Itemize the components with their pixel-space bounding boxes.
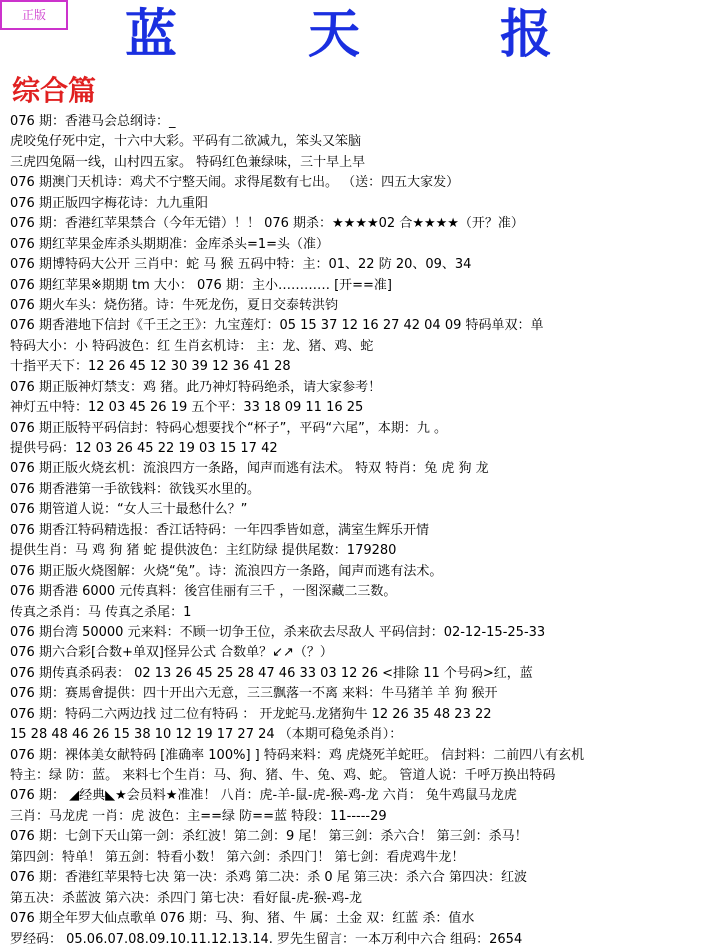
page-title bbox=[0, 2, 727, 70]
text-line: 076 期：香港马会总纲诗：_ bbox=[10, 114, 176, 129]
title-char-3: 报 bbox=[500, 4, 553, 65]
text-line: 特码大小：小 特码波色：红 生肖玄机诗： 主：龙、猪、鸡、蛇 bbox=[10, 338, 374, 354]
text-line: 076 期： ◢经典◣★会员料★准准！ 八肖：虎-羊-鼠-虎-猴-鸡-龙 六肖： 兔牛鸡鼠马龙虎 bbox=[10, 788, 517, 804]
text-line: 提供生肖：马 鸡 狗 猪 蛇 提供波色：主红防绿 提供尾数：179280 bbox=[10, 543, 397, 559]
text-line: 076 期红苹果金库杀头期期准：金库杀头=1=头（准） bbox=[10, 236, 330, 252]
text-line: 076 期正版火烧图解：火烧“兔”。诗：流浪四方一条路，闻声而逃有法术。 bbox=[10, 563, 443, 579]
text-line: 三肖：马龙虎 一肖：虎 波色：主==绿 防==蓝 特段：11-----29 bbox=[10, 808, 387, 824]
text-line: 076 期香港地下信封《千王之王》：九宝莲灯：05 15 37 12 16 27 42 04 09 特码单双：单 bbox=[10, 318, 544, 334]
text-line: 神灯五中特：12 03 45 26 19 五个平：33 18 09 11 16 25 bbox=[10, 400, 364, 416]
text-line: 传真之杀肖：马 传真之杀尾：1 bbox=[10, 604, 192, 620]
badge-label: 正版 bbox=[0, 0, 68, 30]
text-line: 虎咬兔仔死中定，十六中大彩。平码有二欲减九，笨头又笨脑 bbox=[10, 134, 362, 150]
text-line: 076 期传真杀码表： 02 13 26 45 25 28 47 46 33 03 12 26 <排除 11 个号码>红，蓝 bbox=[10, 665, 533, 681]
text-line: 076 期：裸体美女献特码 [准确率 100%] ] 特码来料：鸡 虎烧死羊蛇旺。 信封料：二前四八有玄机 bbox=[10, 747, 585, 763]
content-lines bbox=[10, 112, 722, 950]
text-line: 076 期红苹果※期期 tm 大小： 076 期：主小………… [开==准] bbox=[10, 277, 393, 293]
text-line: 076 期全年罗大仙点歌单 076 期：马、狗、猪、牛 属：土金 双：红蓝 杀：值水 bbox=[10, 911, 475, 927]
text-line: 076 期正版火烧玄机：流浪四方一条路，闻声而逃有法术。 特双 特肖：兔 虎 狗 龙 bbox=[10, 461, 489, 477]
text-line: 076 期香港第一手欲钱料：欲钱买水里的。 bbox=[10, 481, 260, 497]
text-line: 076 期：七剑下天山第一剑：杀红波！第二剑：9 尾！ 第三剑：杀六合！ 第三剑：杀马！ bbox=[10, 829, 528, 845]
text-line: 076 期：香港红苹果禁合（今年无错）！！ 076 期杀：★★★★02 合★★★★（开？准） bbox=[10, 216, 524, 232]
title-char-2: 天 bbox=[308, 4, 361, 65]
text-line: 076 期：赛馬會提供：四十开出六无意，三三飘落一不离 来料：牛马猪羊 羊 狗 猴开 bbox=[10, 686, 498, 702]
text-line: 076 期正版神灯禁支：鸡 猪。此乃神灯特码绝杀，请大家参考！ bbox=[10, 379, 382, 395]
text-line: 076 期：香港红苹果特七决 第一决：杀鸡 第二决：杀 0 尾 第三决：杀六合 第四决：红波 bbox=[10, 870, 528, 886]
text-line: 第四剑：特单！ 第五剑：特看小数！ 第六剑：杀四门！ 第七剑：看虎鸡牛龙！ bbox=[10, 849, 465, 865]
text-line: 特主：绿 防：蓝。 来料七个生肖：马、狗、猪、牛、兔、鸡、蛇。 管道人说：千呼万换出特码 bbox=[10, 768, 556, 783]
text-line: 076 期香江特码精选报：香江话特码：一年四季皆如意，满室生辉乐开情 bbox=[10, 522, 429, 538]
text-line: 076 期：特码二六两边找 过二位有特码 ： 开龙蛇马.龙猪狗牛 12 26 35 48 23 22 bbox=[10, 706, 492, 722]
text-line: 076 期澳门天机诗：鸡犬不宁整天闹。求得尾数有七出。 （送：四五大家发） bbox=[10, 175, 460, 191]
text-line: 第五决：杀蓝波 第六决：杀四门 第七决：看好鼠-虎-猴-鸡-龙 bbox=[10, 890, 363, 906]
title-char-1: 蓝 bbox=[125, 4, 178, 65]
text-line: 15 28 48 46 26 15 38 10 12 19 17 27 24 （本期可稳兔杀肖）： bbox=[10, 727, 403, 743]
text-line: 076 期正版特平码信封：特码心想要找个“杯子”，平码“六尾”，本期：九 。 bbox=[10, 420, 448, 436]
text-line: 076 期香港 6000 元传真料：後宫佳丽有三千 ，一图深藏二三数。 bbox=[10, 584, 397, 600]
text-line: 提供号码：12 03 26 45 22 19 03 15 17 42 bbox=[10, 441, 278, 456]
text-line: 罗经码： 05.06.07.08.09.10.11.12.13.14. 罗先生留言：一本万利中六合 组码：2654 bbox=[10, 931, 523, 947]
text-line: 076 期六合彩[合数+单双]怪异公式 合数单？↙↗（？） bbox=[10, 645, 333, 661]
text-line: 076 期火车头：烧伤猪。诗：牛死龙伤，夏日交泰转洪钧 bbox=[10, 297, 338, 313]
text-line: 076 期博特码大公开 三肖中：蛇 马 猴 五码中特：主：01、22 防 20、09、34 bbox=[10, 257, 472, 273]
text-line: 十指平天下：12 26 45 12 30 39 12 36 41 28 bbox=[10, 359, 291, 375]
section-heading: 综合篇 bbox=[12, 74, 97, 107]
text-line: 三虎四兔隔一线，山村四五家。 特码红色兼绿味，三十早上早 bbox=[10, 154, 366, 170]
text-line: 076 期管道人说：“女人三十最愁什么？” bbox=[10, 502, 248, 518]
text-line: 076 期正版四字梅花诗：九九重阳 bbox=[10, 195, 208, 211]
text-line: 076 期台湾 50000 元来料：不顾一切争王位，杀来砍去尽敌人 平码信封：02-12-15-25-33 bbox=[10, 624, 546, 640]
